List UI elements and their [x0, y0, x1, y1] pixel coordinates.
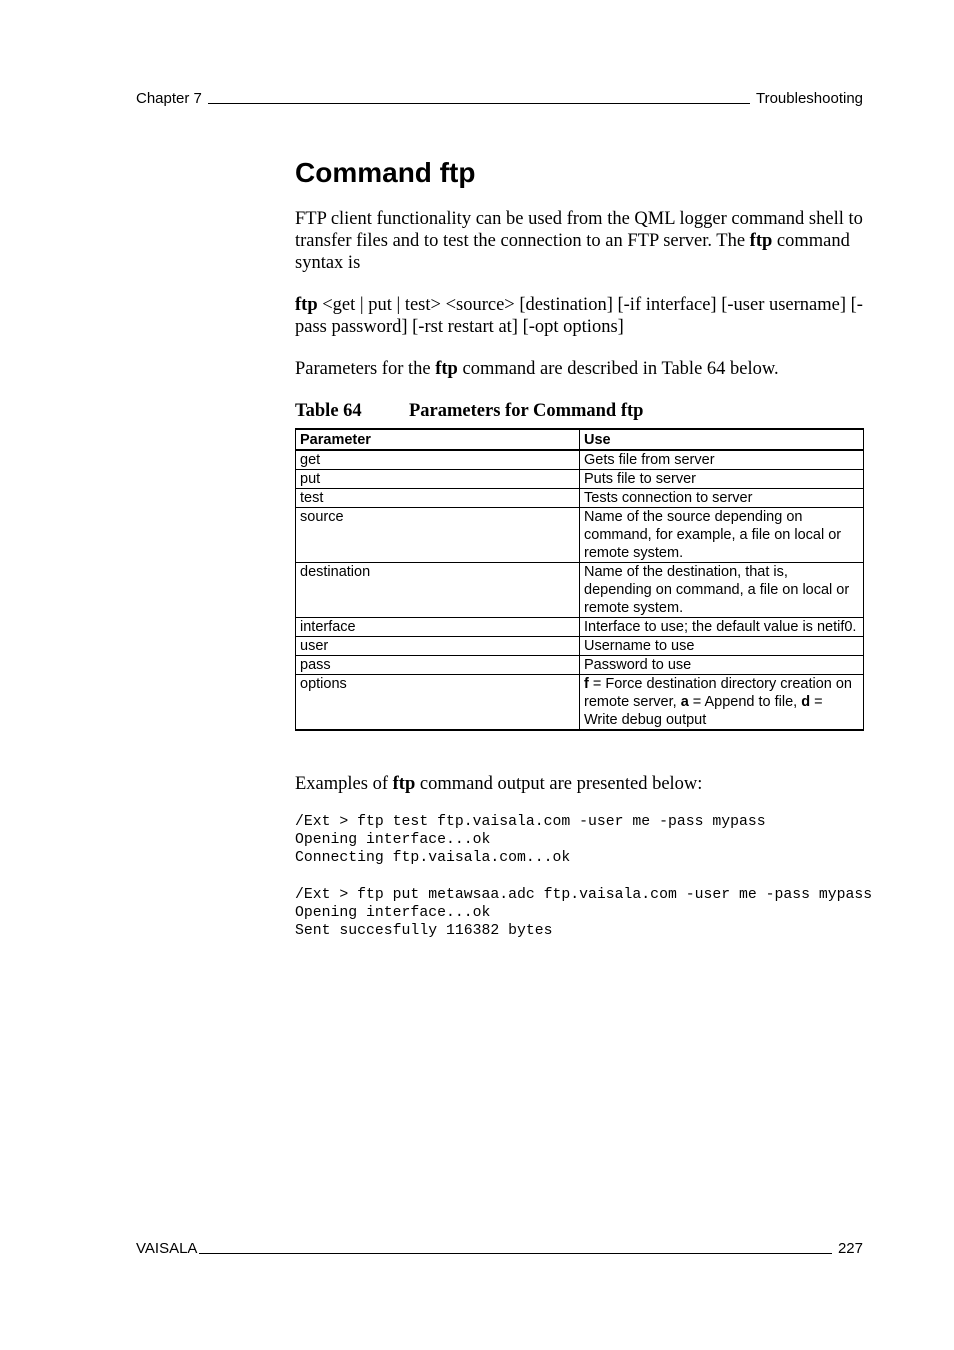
syntax-paragraph — [295, 294, 865, 338]
examples-intro — [295, 773, 865, 795]
code-example-1 — [295, 813, 865, 868]
option-text-a: = Append to file, — [688, 694, 802, 710]
table-header-row — [296, 429, 864, 450]
syntax-arguments: <get | put | test> <source> [destination] [-if interface] [-user username] [-pass password] [-rst restart at] [-opt options] — [295, 295, 863, 337]
code-line: /Ext > ftp put metawsaa.adc ftp.vaisala.com -user me -pass mypass — [295, 886, 873, 903]
column-header-use: Use — [580, 429, 864, 450]
page-content — [295, 150, 873, 940]
table-row-options — [296, 675, 864, 731]
param-cell: options — [296, 675, 580, 731]
option-key-d: d — [801, 694, 811, 710]
header-chapter: Chapter 7 — [136, 90, 202, 107]
table-title: Parameters for Command ftp — [409, 401, 644, 421]
use-cell: Tests connection to server — [580, 489, 864, 508]
page-number: 227 — [837, 1240, 863, 1257]
param-cell: user — [296, 637, 580, 656]
option-key-a: a — [680, 694, 689, 710]
table-number: Table 64 — [295, 401, 362, 421]
header-rule — [208, 102, 750, 104]
intro-paragraph — [295, 208, 865, 274]
intro-text: FTP client functionality can be used from the QML logger command shell to transfer files and to test the connection to an FTP server. The — [295, 209, 863, 251]
use-cell: Puts file to server — [580, 470, 864, 489]
option-text-d: = Write debug output — [584, 694, 823, 728]
table-row — [296, 563, 864, 618]
table-row — [296, 656, 864, 675]
code-line: /Ext > ftp test ftp.vaisala.com -user me -pass mypass — [295, 814, 766, 830]
option-text-f: = Force destination directory creation on remote server, — [584, 676, 852, 710]
param-cell: get — [296, 450, 580, 470]
examples-text: Examples of — [295, 774, 393, 794]
use-cell: Password to use — [580, 656, 864, 675]
use-cell: Username to use — [580, 637, 864, 656]
parameters-table — [295, 428, 864, 731]
param-cell: interface — [296, 618, 580, 637]
code-example-2 — [295, 886, 873, 941]
header-section: Troubleshooting — [755, 90, 863, 107]
param-cell: source — [296, 508, 580, 563]
ref-text-end: command are described in Table 64 below. — [457, 359, 779, 379]
table-row — [296, 450, 864, 470]
examples-bold-ftp: ftp — [392, 774, 416, 794]
table-body — [296, 450, 864, 730]
code-line: Sent succesfully 116382 bytes — [295, 923, 553, 940]
page-title: Command ftp — [295, 157, 476, 188]
use-cell: Interface to use; the default value is netif0. — [580, 618, 864, 637]
use-cell: Gets file from server — [580, 450, 864, 470]
code-spacer — [295, 868, 865, 886]
table-reference-paragraph — [295, 358, 865, 380]
use-cell-options — [580, 675, 864, 731]
param-cell: test — [296, 489, 580, 508]
table-row — [296, 489, 864, 508]
syntax-command: ftp — [295, 295, 318, 315]
ref-text: Parameters for the — [295, 359, 436, 379]
table-caption — [295, 400, 865, 422]
param-cell: destination — [296, 563, 580, 618]
option-key-f: f — [584, 676, 589, 692]
code-line: Opening interface...ok — [295, 905, 491, 921]
examples-text-end: command output are presented below: — [415, 774, 703, 794]
column-header-parameter: Parameter — [296, 429, 580, 450]
footer-rule — [199, 1252, 832, 1254]
table-row — [296, 508, 864, 563]
table-row — [296, 470, 864, 489]
footer-company: VAISALA — [136, 1240, 198, 1257]
ref-bold-ftp: ftp — [435, 359, 458, 379]
intro-bold-ftp: ftp — [749, 231, 773, 251]
param-cell: put — [296, 470, 580, 489]
use-cell: Name of the destination, that is, depending on command, a file on local or remote system. — [580, 563, 864, 618]
page-header — [136, 90, 863, 107]
param-cell: pass — [296, 656, 580, 675]
table-row — [296, 618, 864, 637]
use-cell: Name of the source depending on command, for example, a file on local or remote system. — [580, 508, 864, 563]
code-line: Opening interface...ok — [295, 832, 491, 849]
table-row — [296, 637, 864, 656]
code-line: Connecting ftp.vaisala.com...ok — [295, 850, 571, 867]
intro-text-end: command syntax is — [295, 231, 850, 273]
page-footer — [136, 1240, 863, 1257]
